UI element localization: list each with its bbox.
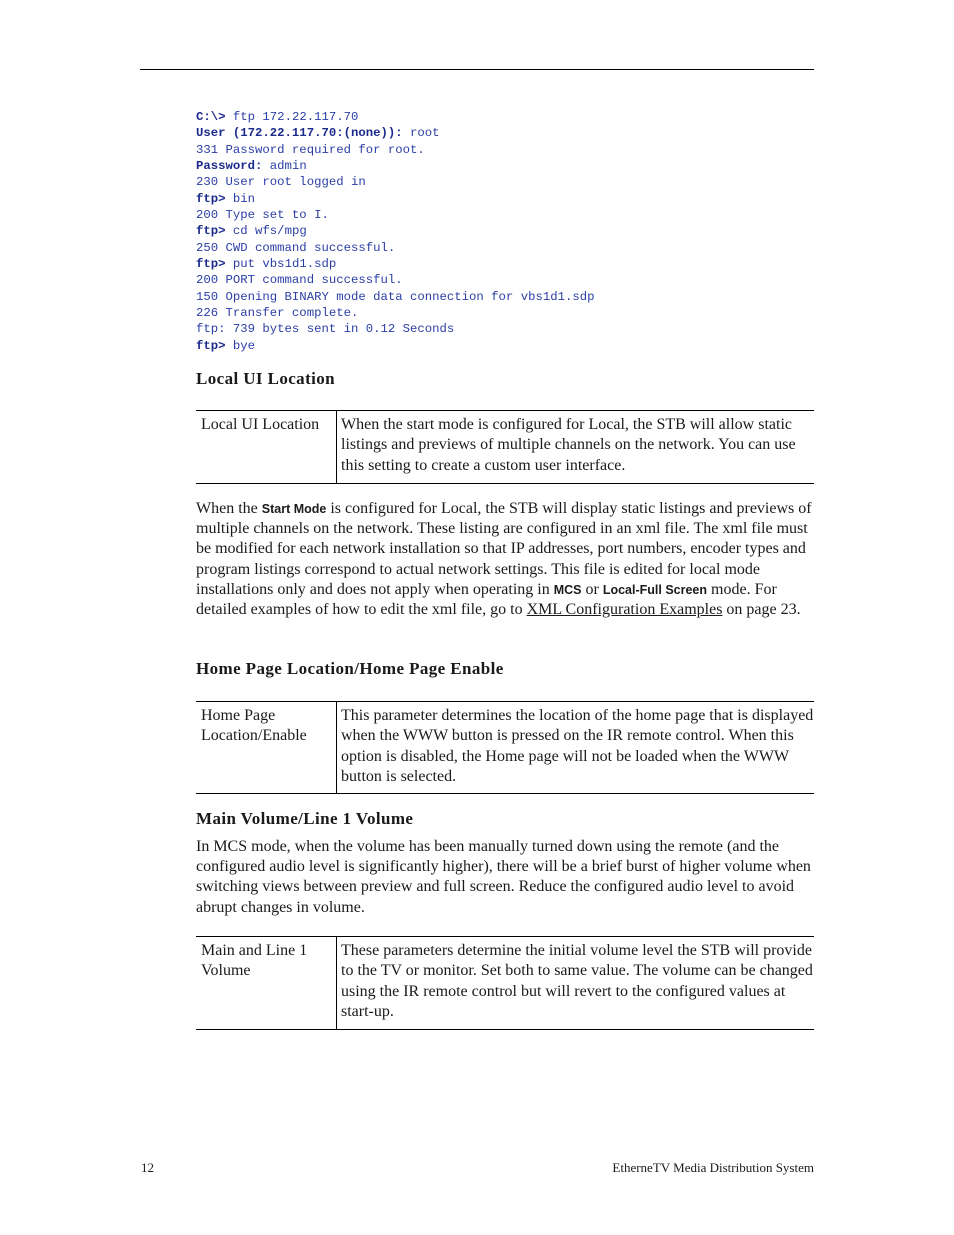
param-description-cell: These parameters determine the initial volume level the STB will provide to the TV or monitor. Set both to same value. The volume can be changed using the IR remote control but will revert to the configured values at start-up.	[341, 942, 813, 1021]
text-run: mode. For detailed examples of how to edit the xml file, go to	[196, 580, 777, 619]
local-ui-param-table	[196, 410, 814, 484]
home-page-heading: Home Page Location/Home Page Enable	[196, 659, 504, 678]
volume-param-table	[196, 936, 814, 1030]
code-line	[196, 125, 594, 141]
xml-config-examples-link[interactable]: XML Configuration Examples	[526, 601, 723, 619]
code-line	[196, 272, 594, 288]
code-text: ftp 172.22.117.70	[225, 110, 359, 124]
ui-term-start-mode: Start Mode	[261, 502, 327, 516]
local-ui-heading: Local UI Location	[196, 369, 336, 388]
code-prompt: Password:	[196, 159, 263, 174]
code-line	[196, 158, 594, 174]
param-description-cell: When the start mode is configured for Local, the STB will allow static listings and previews of multiple channels on the network. You can use this setting to create a custom user interface.	[341, 416, 796, 474]
ui-term-mcs: MCS	[553, 582, 582, 597]
code-text: admin	[262, 159, 307, 174]
code-line	[196, 142, 594, 158]
text-run: When the	[196, 500, 262, 517]
page-number: 12	[141, 1160, 154, 1175]
code-prompt: ftp>	[196, 224, 226, 239]
code-line	[196, 191, 594, 207]
home-page-param-table	[196, 701, 814, 794]
code-text: put vbs1d1.sdp	[225, 257, 337, 272]
code-line	[196, 256, 594, 272]
code-line	[196, 223, 594, 239]
code-text: cd wfs/mpg	[225, 224, 307, 239]
code-text: 200 Type set to I.	[196, 208, 329, 223]
text-run: on page 23.	[722, 601, 801, 619]
code-line	[196, 109, 594, 125]
code-line	[196, 289, 594, 305]
code-line	[196, 321, 594, 337]
code-prompt: ftp>	[196, 191, 226, 206]
param-description-cell: This parameter determines the location of the home page that is displayed when the WWW button is pressed on the IR remote control. When this option is disabled, the Home page will not be loaded when the WWW button is selected.	[341, 707, 814, 786]
local-ui-paragraph	[196, 499, 816, 620]
code-text: bin	[225, 191, 256, 206]
volume-paragraph: In MCS mode, when the volume has been manually turned down using the remote (and the configured audio level is significantly higher), there will be a brief burst of higher volume when switching views between preview and full screen. Reduce the configured audio level to avoid abrupt changes in volume.	[196, 838, 811, 916]
code-text: 200 PORT command successful.	[196, 273, 403, 288]
code-text: root	[402, 126, 440, 141]
param-name-cell: Main and Line 1 Volume	[196, 937, 337, 1029]
code-text: 150 Opening BINARY mode data connection for vbs1d1.sdp	[196, 289, 595, 304]
code-prompt: C:\>	[196, 110, 226, 124]
code-line	[196, 338, 594, 354]
ui-term-local-full-screen: Local-Full Screen	[602, 582, 708, 597]
text-run: is configured for Local, the STB will display static listings and previews of multiple channels on the network. These listing are configured in an xml file. The xml file must be modified for each network installation so that IP addresses, port numbers, encoder types and program listings correspond to actual network settings. This file is edited for local mode installations only and does not apply when operating in	[196, 500, 812, 598]
code-line	[196, 174, 594, 190]
param-name-cell: Local UI Location	[196, 411, 337, 483]
code-text: 250 CWD command successful.	[196, 240, 396, 255]
code-text: bye	[225, 338, 256, 353]
code-line	[196, 240, 594, 256]
header-rule	[140, 69, 814, 70]
volume-heading: Main Volume/Line 1 Volume	[196, 809, 414, 828]
code-line	[196, 305, 594, 321]
code-prompt: ftp>	[196, 338, 226, 353]
code-text: 226 Transfer complete.	[196, 306, 359, 321]
code-prompt: User (172.22.117.70:(none)):	[196, 126, 403, 141]
ftp-session-code-block	[196, 109, 594, 354]
code-line	[196, 207, 594, 223]
code-text: 230 User root logged in	[196, 175, 366, 190]
code-prompt: ftp>	[196, 257, 226, 272]
code-text: 331 Password required for root.	[196, 142, 425, 157]
param-name-cell: Home Page Location/Enable	[196, 702, 337, 793]
code-text: ftp: 739 bytes sent in 0.12 Seconds	[196, 322, 455, 337]
text-run: or	[581, 580, 603, 598]
footer-title: EtherneTV Media Distribution System	[612, 1160, 814, 1175]
